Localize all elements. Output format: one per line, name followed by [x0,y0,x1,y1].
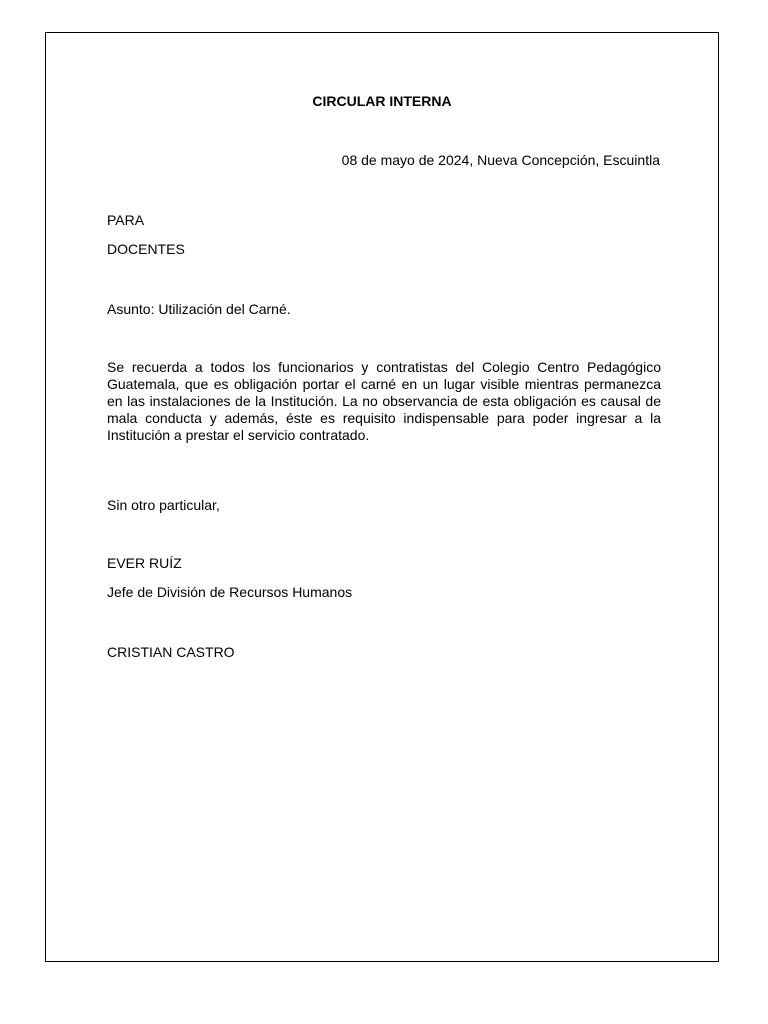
body-paragraph: Se recuerda a todos los funcionarios y contratistas del Colegio Centro Pedagógico Guatemala, que es obligación portar el carné en un lugar visible mientras permanezca en las instalaciones de la Institución. La no observancia de esta obligación es causal de mala conducta y además, éste es requisito indispensable para poder ingresar a la Institución a prestar el servicio contratado. [107,359,661,443]
to-value: DOCENTES [107,241,185,257]
signer-title: Jefe de División de Recursos Humanos [107,584,353,600]
document-title: CIRCULAR INTERNA [312,93,452,109]
document-page [45,32,719,962]
second-name: CRISTIAN CASTRO [107,644,235,660]
date-place: 08 de mayo de 2024, Nueva Concepción, Escuintla [341,152,660,168]
closing-line: Sin otro particular, [107,497,220,513]
to-label: PARA [107,212,145,228]
signer-name: EVER RUÍZ [107,555,182,571]
subject-line: Asunto: Utilización del Carné. [107,301,291,317]
